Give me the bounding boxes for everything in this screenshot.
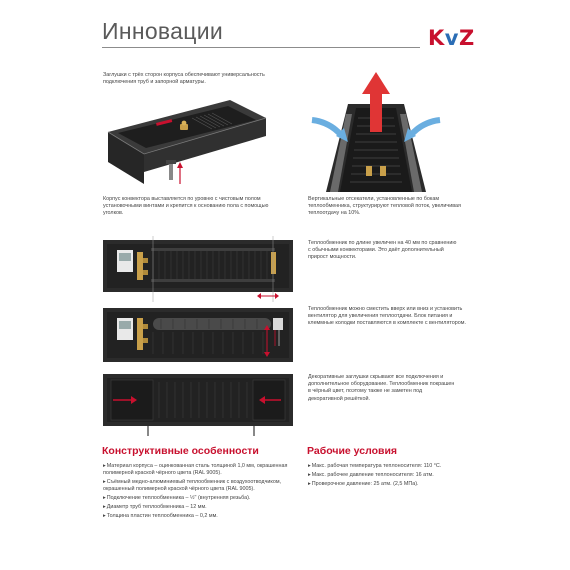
- page-title: Инновации: [102, 18, 224, 44]
- kvz-logo: [428, 26, 475, 50]
- list-item: ▸ Диаметр труб теплообменника – 12 мм.: [103, 504, 288, 511]
- heat-exchanger-photo: [103, 236, 293, 302]
- caption-housing: Корпус конвектора выставляется по уровню с чистовым полом установочными винтами и крепится к основанию пола с помощью уголков.: [103, 196, 269, 217]
- list-item: ▸ Съёмный медно-алюминиевый теплообменник с воздухоотводчиком, окрашенный полимерной краской чёрного цвета (RAL 9005).: [103, 479, 288, 494]
- list-item: ▸ Макс. рабочая температура теплоносителя: 110 °С.: [308, 463, 468, 470]
- convector-corner-photo: [100, 96, 270, 190]
- decor-plugs-photo: [103, 372, 293, 438]
- caption-fan-shift: Теплообменник можно сместить вверх или вниз и установить вентилятор для увеличения теплоотдачи. Блок питания и клеммные колодки поставляются в комплекте с вентилятором.: [308, 306, 466, 327]
- airflow-convector-photo: [308, 70, 444, 192]
- logo-letter-z: Z: [458, 26, 475, 50]
- features-list: [103, 463, 288, 522]
- logo-letter-v: v: [444, 26, 459, 50]
- list-item: ▸ Материал корпуса – оцинкованная сталь толщиной 1,0 мм, окрашенная полимерной краской чёрного цвета (RAL 9005).: [103, 463, 288, 478]
- features-heading: Конструктивные особенности: [102, 445, 259, 457]
- conditions-list: [308, 463, 468, 490]
- title-divider: [102, 47, 420, 48]
- list-item: ▸ Макс. рабочее давление теплоносителя: 16 атм.: [308, 472, 468, 479]
- list-item: ▸ Толщина пластин теплообменника – 0,2 мм.: [103, 513, 288, 520]
- logo-letter-k: K: [428, 26, 445, 50]
- fan-shift-photo: [103, 306, 293, 364]
- caption-heat-exchanger: Теплообменник по длине увеличен на 40 мм по сравнению с обычными конвекторами. Это даёт дополнительный прирост мощности.: [308, 240, 457, 261]
- caption-separators: Вертикальные отсекатели, установленные по бокам теплообменника, структурируют тепловой поток, увеличивая теплоотдачу на 10%.: [308, 196, 461, 217]
- caption-plugs: Заглушки с трёх сторон корпуса обеспечивают универсальность подключения труб и запорной арматуры.: [103, 72, 265, 86]
- caption-decor-plugs: Декоративные заглушки скрывают все подключения и дополнительное оборудование. Теплообменник покрашен в чёрный цвет, поэтому также не заметен под декоративной решёткой.: [308, 374, 455, 402]
- conditions-heading: Рабочие условия: [307, 445, 398, 457]
- list-item: ▸ Проверочное давление: 25 атм. (2,5 МПа).: [308, 481, 468, 488]
- list-item: ▸ Подключение теплообменника – ½" (внутренняя резьба).: [103, 495, 288, 502]
